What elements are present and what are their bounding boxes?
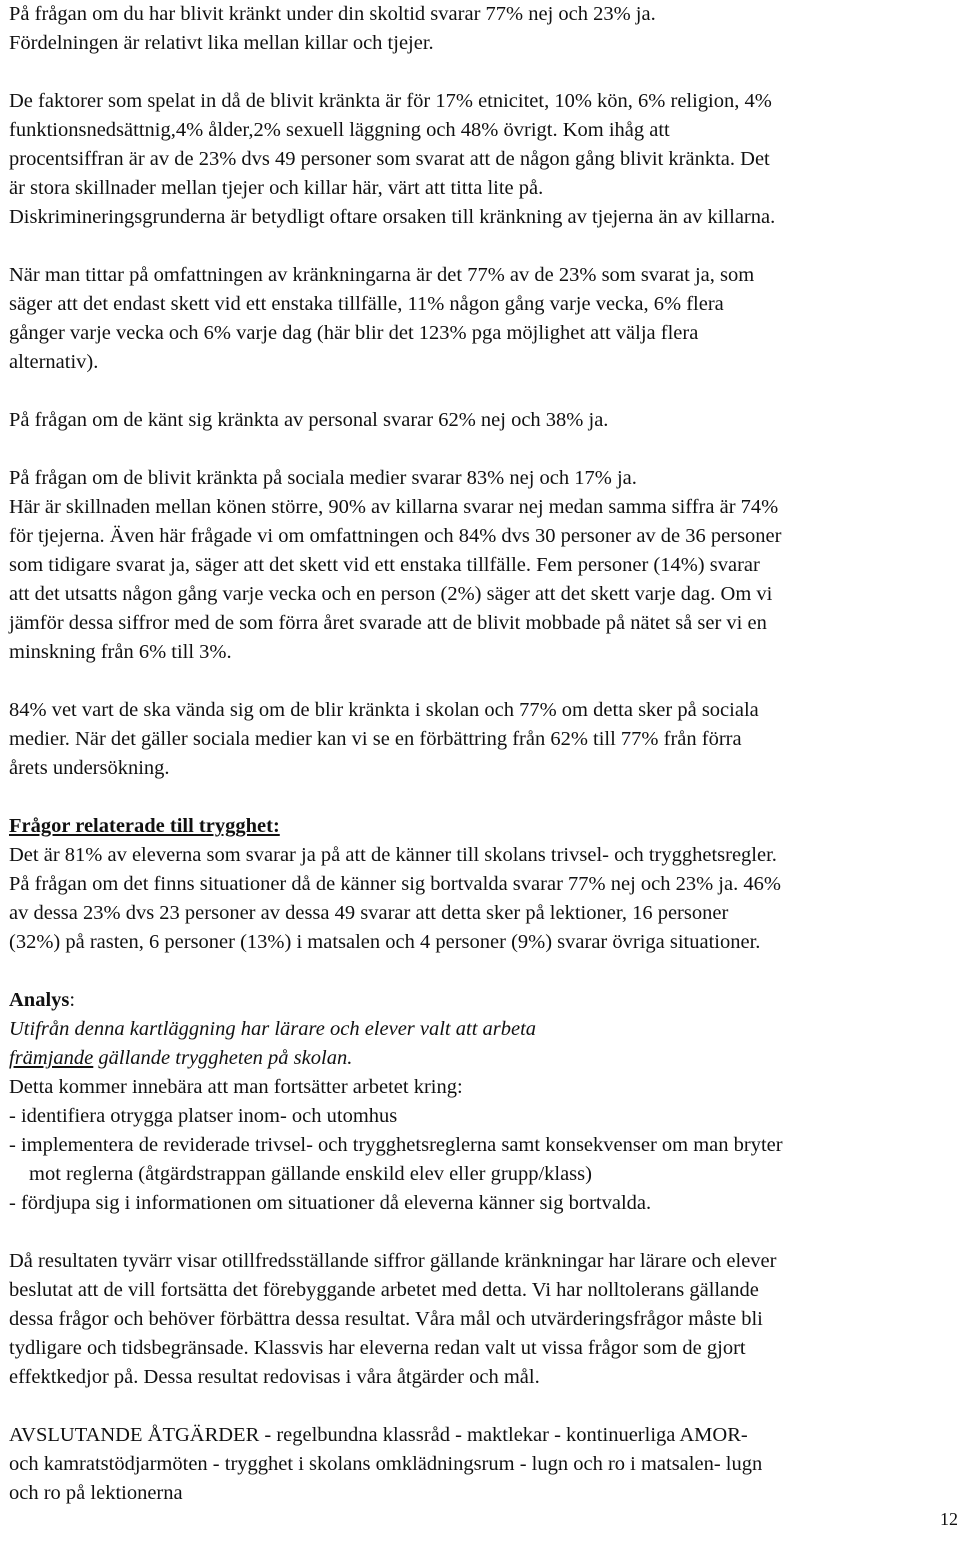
text-line: procentsiffran är av de 23% dvs 49 personer som svarat att de någon gång blivit kränkta. Det bbox=[9, 148, 770, 170]
text-line: jämför dessa siffror med de som förra året svarade att de blivit mobbade på nätet så ser vi en bbox=[9, 612, 767, 634]
italic-line: Utifrån denna kartläggning har lärare och elever valt att arbeta bbox=[9, 1018, 537, 1040]
text-line: 84% vet vart de ska vända sig om de blir kränkta i skolan och 77% om detta sker på sociala bbox=[9, 699, 759, 721]
text-line: av dessa 23% dvs 23 personer av dessa 49 svarar att detta sker på lektioner, 16 personer bbox=[9, 902, 729, 924]
text-line: alternativ). bbox=[9, 351, 99, 373]
text-line: När man tittar på omfattningen av kränkningarna är det 77% av de 23% som svarat ja, som bbox=[9, 264, 755, 286]
document-page bbox=[9, 0, 959, 1508]
text-line: effektkedjor på. Dessa resultat redovisas i våra åtgärder och mål. bbox=[9, 1366, 540, 1388]
text-line: På frågan om de blivit kränkta på sociala medier svarar 83% nej och 17% ja. bbox=[9, 467, 637, 489]
paragraph-resultat bbox=[9, 1247, 959, 1392]
text-line: Då resultaten tyvärr visar otillfredsställande siffror gällande kränkningar har lärare och elever bbox=[9, 1250, 777, 1272]
list-item-continuation: mot reglerna (åtgärdstrappan gällande enskild elev eller grupp/klass) bbox=[29, 1163, 592, 1185]
text-line: beslutat att de vill fortsätta det förebyggande arbetet med detta. Vi har nolltolerans gällande bbox=[9, 1279, 759, 1301]
paragraph-personal: På frågan om de känt sig kränkta av personal svarar 62% nej och 38% ja. bbox=[9, 409, 609, 431]
text-line: På frågan om det finns situationer då de känner sig bortvalda svarar 77% nej och 23% ja. 46% bbox=[9, 873, 781, 895]
text-line: AVSLUTANDE ÅTGÄRDER - regelbundna klassråd - maktlekar - kontinuerliga AMOR- bbox=[9, 1424, 748, 1446]
text-line: De faktorer som spelat in då de blivit kränkta är för 17% etnicitet, 10% kön, 6% religion, 4% bbox=[9, 90, 772, 112]
text-line: tydligare och tidsbegränsade. Klassvis har eleverna redan valt ut vissa frågor som de gjort bbox=[9, 1337, 746, 1359]
paragraph-omfattning bbox=[9, 261, 959, 377]
text-line: Här är skillnaden mellan könen större, 90% av killarna svarar nej medan samma siffra är 74% bbox=[9, 496, 779, 518]
heading-colon: : bbox=[69, 989, 76, 1011]
text-line: säger att det endast skett vid ett enstaka tillfälle, 11% någon gång varje vecka, 6% flera bbox=[9, 293, 724, 315]
text-line: På frågan om du har blivit kränkt under din skoltid svarar 77% nej och 23% ja. bbox=[9, 3, 656, 25]
paragraph-faktorer bbox=[9, 87, 959, 232]
text-line: (32%) på rasten, 6 personer (13%) i matsalen och 4 personer (9%) svarar övriga situationer. bbox=[9, 931, 761, 953]
text-line: Det är 81% av eleverna som svarar ja på att de känner till skolans trivsel- och trygghetsregler. bbox=[9, 844, 777, 866]
list-item: - identifiera otrygga platser inom- och utomhus bbox=[9, 1105, 398, 1127]
section-heading: Frågor relaterade till trygghet: bbox=[9, 815, 280, 837]
text-line: är stora skillnader mellan tjejer och killar här, värt att titta lite på. bbox=[9, 177, 544, 199]
text-line: att det utsatts någon gång varje vecka och en person (2%) säger att det skett varje dag. Om vi bbox=[9, 583, 773, 605]
text-line: gånger varje vecka och 6% varje dag (här blir det 123% pga möjlighet att välja flera bbox=[9, 322, 699, 344]
text-line: medier. När det gäller sociala medier kan vi se en förbättring från 62% till 77% från förra bbox=[9, 728, 742, 750]
text-line: för tjejerna. Även här frågade vi om omfattningen och 84% dvs 30 personer av de 36 personer bbox=[9, 525, 782, 547]
text-line: och kamratstödjarmöten - trygghet i skolans omklädningsrum - lugn och ro i matsalen- lugn bbox=[9, 1453, 763, 1475]
list-item: - implementera de reviderade trivsel- och trygghetsreglerna samt konsekvenser om man bryter bbox=[9, 1134, 783, 1156]
text-line: Diskrimineringsgrunderna är betydligt oftare orsaken till kränkning av tjejerna än av killarna. bbox=[9, 206, 776, 228]
text-line: årets undersökning. bbox=[9, 757, 170, 779]
list-item: - fördjupa sig i informationen om situationer då eleverna känner sig bortvalda. bbox=[9, 1192, 652, 1214]
text-line: funktionsnedsättnig,4% ålder,2% sexuell läggning och 48% övrigt. Kom ihåg att bbox=[9, 119, 670, 141]
text-line: Detta kommer innebära att man fortsätter arbetet kring: bbox=[9, 1076, 463, 1098]
paragraph-krankt bbox=[9, 0, 959, 58]
paragraph-atgarder bbox=[9, 1421, 959, 1508]
section-heading: Analys bbox=[9, 989, 70, 1011]
text-line: och ro på lektionerna bbox=[9, 1482, 183, 1504]
paragraph-vart-vanda bbox=[9, 696, 959, 783]
underlined-word: främjande bbox=[9, 1047, 94, 1069]
text-line: minskning från 6% till 3%. bbox=[9, 641, 232, 663]
text-line: Fördelningen är relativt lika mellan killar och tjejer. bbox=[9, 32, 434, 54]
section-trygghet bbox=[9, 812, 959, 957]
section-analys bbox=[9, 986, 959, 1218]
italic-line: gällande tryggheten på skolan. bbox=[93, 1047, 353, 1069]
text-line: dessa frågor och behöver förbättra dessa resultat. Våra mål och utvärderingsfrågor måste bli bbox=[9, 1308, 763, 1330]
text-line: som tidigare svarat ja, säger att det skett vid ett enstaka tillfälle. Fem personer (14%) svarar bbox=[9, 554, 760, 576]
paragraph-sociala-medier bbox=[9, 464, 959, 667]
page-number: 12 bbox=[940, 1509, 958, 1529]
